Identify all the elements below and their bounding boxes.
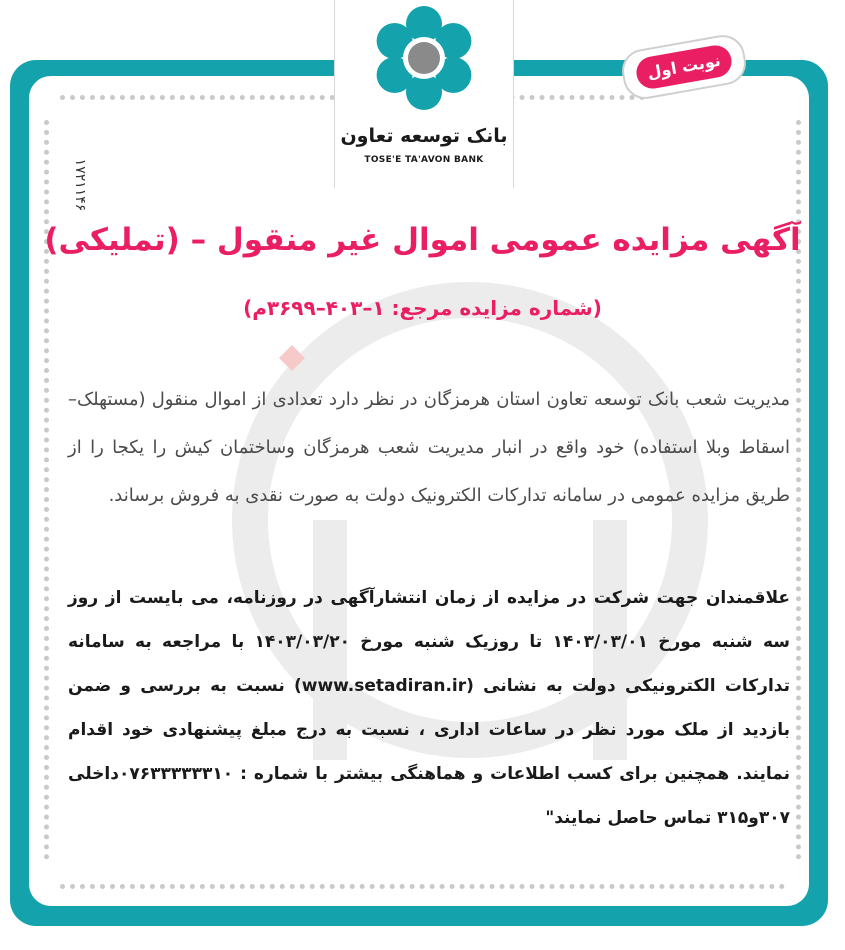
bank-name-en: TOSE'E TA'AVON BANK [364,155,484,165]
bank-emblem-icon [335,0,513,120]
ad-code: ۱۷۲۱۱۴۶ [72,158,88,212]
badge-label: نوبت اول [634,43,734,91]
instructions-paragraph: علاقمندان جهت شرکت در مزایده از زمان انتشارآگهی در روزنامه، می بایست از روز سه شنبه مورخ ۱۴۰۳/۰۳/۰۱ تا روزیک شنبه مورخ ۱۴۰۳/۰۳/۲۰ با مراجعه به سامانه تدارکات الکترونیکی دولت به نشانی (www.setadiran.ir) نسبت به بررسی و ضمن بازدید از ملک مورد نظر در ساعات اداری ، نسبت به درج مبلغ پیشنهادی خود اقدام نمایند. همچنین برای کسب اطلاعات و هماهنگی بیشتر با شماره : ۰۷۶۳۳۳۳۳۳۱۰داخلی ۳۰۷و۳۱۵ تماس حاصل نمایند" [68,588,791,828]
reference-number: (شماره مزایده مرجع: ۱–۴۰۳–۳۶۹۹م) [243,296,602,320]
bank-logo [334,0,514,188]
page-title: آگهی مزایده عمومی اموال غیر منقول – (تملیکی) [44,222,801,258]
intro-paragraph: مدیریت شعب بانک توسعه تعاون استان هرمزگان در نظر دارد تعدادی از اموال منقول (مستهلک–اسقاط وبلا استفاده) خود واقع در انبار مدیریت شعب هرمزگان وساختمان کیش را یکجا را از طریق مزایده عمومی در سامانه تدارکات الکترونیک دولت به صورت نقدی به فروش برساند. [68,389,790,506]
bank-name-fa: بانک توسعه تعاون [340,125,508,147]
